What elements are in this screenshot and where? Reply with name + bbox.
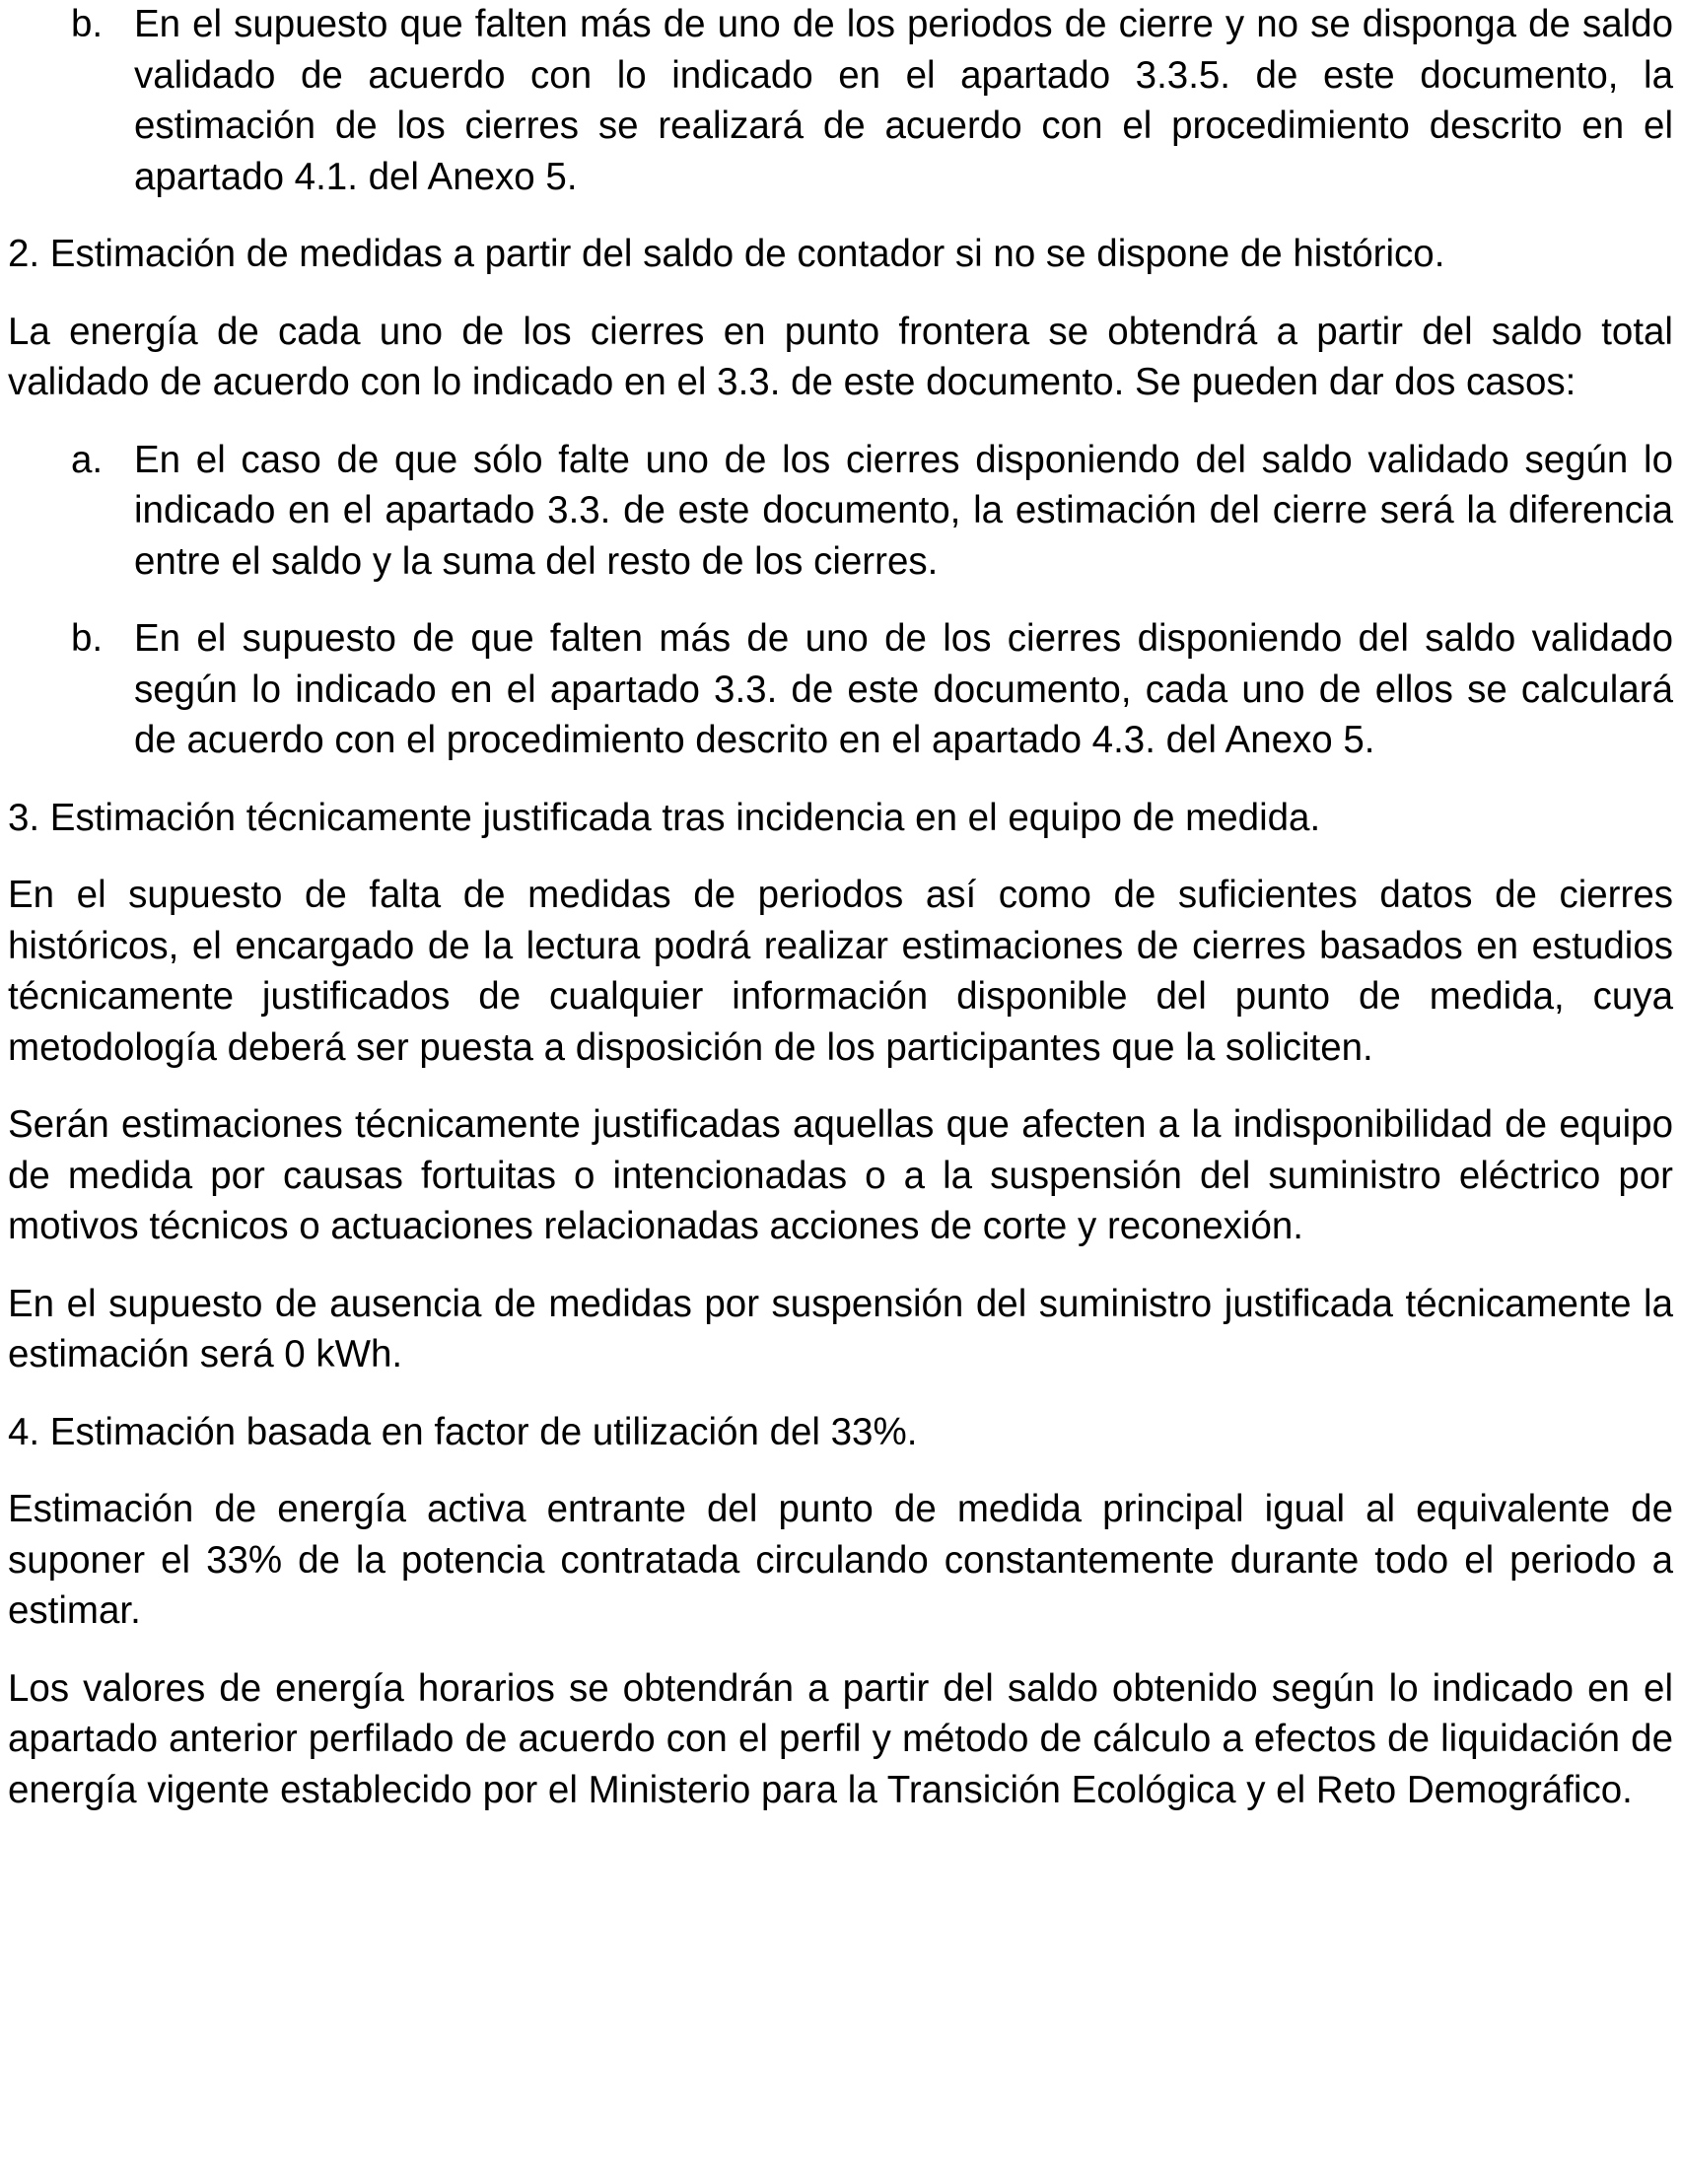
paragraph-estimaciones-justificadas: Serán estimaciones técnicamente justificadas aquellas que afecten a la indisponibilidad de equipo de medida por causas fortuitas o intencionadas o a la suspensión del suministro eléctrico por motivos técnicos o actuaciones relacionadas acciones de corte y reconexión. (8, 1103, 1673, 1247)
list-item-a-one-missing (8, 435, 1673, 588)
section-heading-3: 3. Estimación técnicamente justificada tras incidencia en el equipo de medida. (8, 796, 1321, 839)
list-item-text: En el supuesto de que falten más de uno de los cierres disponiendo del saldo validado según lo indicado en el apartado 3.3. de este documento, cada uno de ellos se calculará de acuerdo con el procedimiento descrito en el apartado 4.3. del Anexo 5. (134, 617, 1673, 761)
paragraph-falta-medidas: En el supuesto de falta de medidas de periodos así como de suficientes datos de cierres históricos, el encargado de la lectura podrá realizar estimaciones de cierres basados en estudios técnicamente justificados de cualquier información disponible del punto de medida, cuya metodología deberá ser puesta a disposición de los participantes que la soliciten. (8, 874, 1673, 1069)
paragraph-ausencia-medidas: En el supuesto de ausencia de medidas por suspensión del suministro justificada técnicamente la estimación será 0 kWh. (8, 1282, 1673, 1375)
paragraph-energia-activa: Estimación de energía activa entrante del punto de medida principal igual al equivalente de suponer el 33% de la potencia contratada circulando constantemente durante todo el periodo a estimar. (8, 1488, 1673, 1632)
list-marker: a. (71, 438, 104, 481)
list-marker: b. (71, 3, 104, 45)
list-item-text: En el caso de que sólo falte uno de los cierres disponiendo del saldo validado según lo indicado en el apartado 3.3. de este documento, la estimación del cierre será la diferencia entre el saldo y la suma del resto de los cierres. (134, 438, 1673, 583)
list-item-b-several-missing (8, 613, 1673, 766)
list-item-text: En el supuesto que falten más de uno de los periodos de cierre y no se disponga de saldo validado de acuerdo con lo indicado en el apartado 3.3.5. de este documento, la estimación de los cierres se realizará de acuerdo con el procedimiento descrito en el apartado 4.1. del Anexo 5. (134, 3, 1673, 198)
list-marker: b. (71, 617, 104, 660)
paragraph-saldo-total: La energía de cada uno de los cierres en punto frontera se obtendrá a partir del saldo total validado de acuerdo con lo indicado en el 3.3. de este documento. Se pueden dar dos casos: (8, 310, 1673, 403)
list-item-b-missing-periods (8, 0, 1673, 202)
paragraph-valores-horarios: Los valores de energía horarios se obtendrán a partir del saldo obtenido según lo indicado en el apartado anterior perfilado de acuerdo con el perfil y método de cálculo a efectos de liquidación de energía vigente establecido por el Ministerio para la Transición Ecológica y el Reto Demográfico. (8, 1666, 1673, 1811)
section-heading-4: 4. Estimación basada en factor de utilización del 33%. (8, 1410, 918, 1453)
section-heading-2: 2. Estimación de medidas a partir del saldo de contador si no se dispone de histórico. (8, 233, 1445, 275)
